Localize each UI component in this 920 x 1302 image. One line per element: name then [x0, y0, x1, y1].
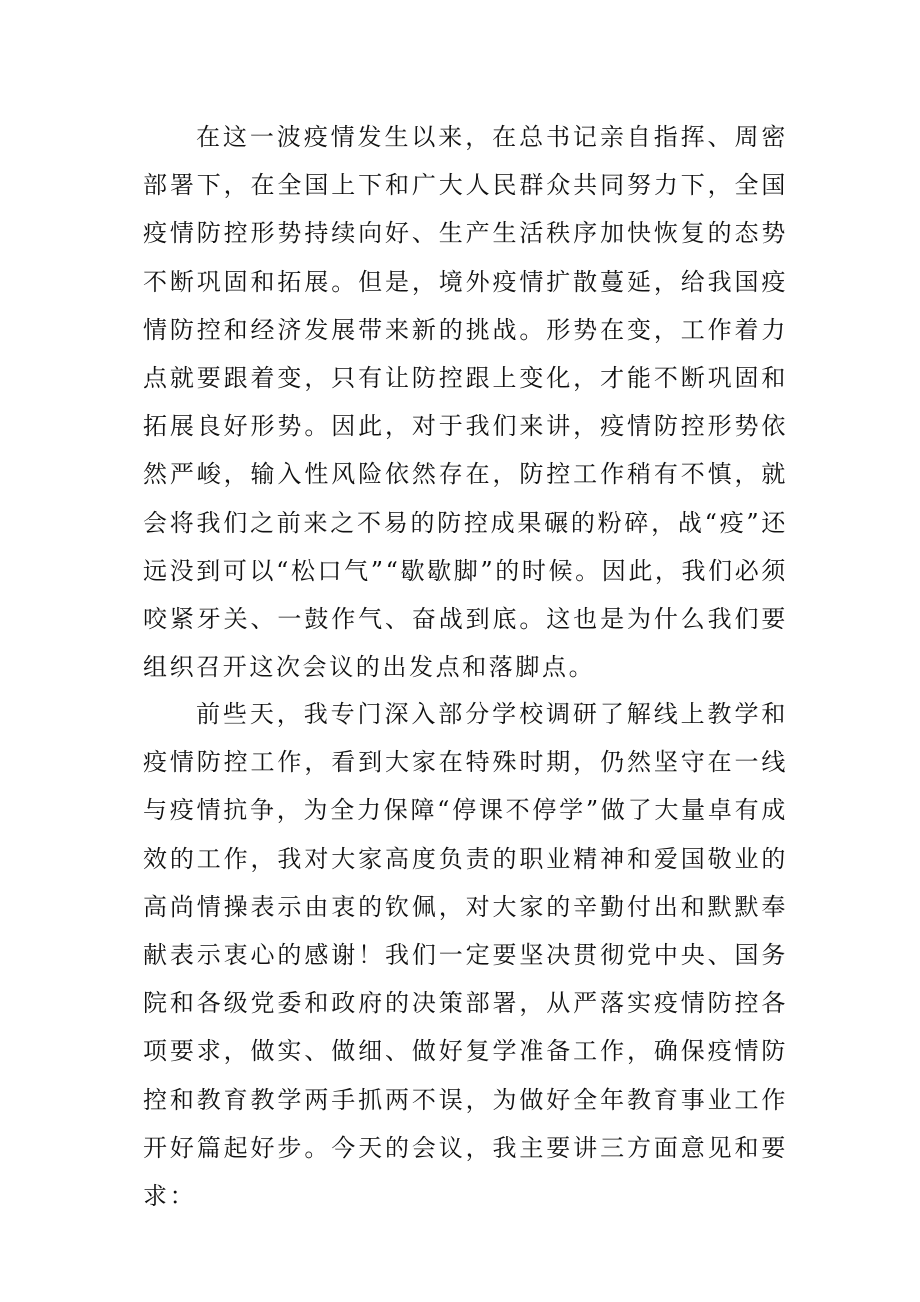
body-paragraph: 在这一波疫情发生以来，在总书记亲自指挥、周密部署下，在全国上下和广大人民群众共同努力下，全国疫情防控形势持续向好、生产生活秩序加快恢复的态势不断巩固和拓展。但是，境外疫情扩散蔓延，给我国疫情防控和经济发展带来新的挑战。形势在变，工作着力点就要跟着变，只有让防控跟上变化，才能不断巩固和拓展良好形势。因此，对于我们来讲，疫情防控形势依然严峻，输入性风险依然存在，防控工作稍有不慎，就会将我们之前来之不易的防控成果碾的粉碎，战“疫”还远没到可以“松口气”“歇歇脚”的时候。因此，我们必须咬紧牙关、一鼓作气、奋战到底。这也是为什么我们要组织召开这次会议的出发点和落脚点。	[143, 123, 788, 682]
body-paragraph: 前些天，我专门深入部分学校调研了解线上教学和疫情防控工作，看到大家在特殊时期，仍然坚守在一线与疫情抗争，为全力保障“停课不停学”做了大量卓有成效的工作，我对大家高度负责的职业精神和爱国敬业的高尚情操表示由衷的钦佩，对大家的辛勤付出和默默奉献表示衷心的感谢！我们一定要坚决贯彻党中央、国务院和各级党委和政府的决策部署，从严落实疫情防控各项要求，做实、做细、做好复学准备工作，确保疫情防控和教育教学两手抓两不误，为做好全年教育事业工作开好篇起好步。今天的会议，我主要讲三方面意见和要求：	[143, 700, 788, 1211]
